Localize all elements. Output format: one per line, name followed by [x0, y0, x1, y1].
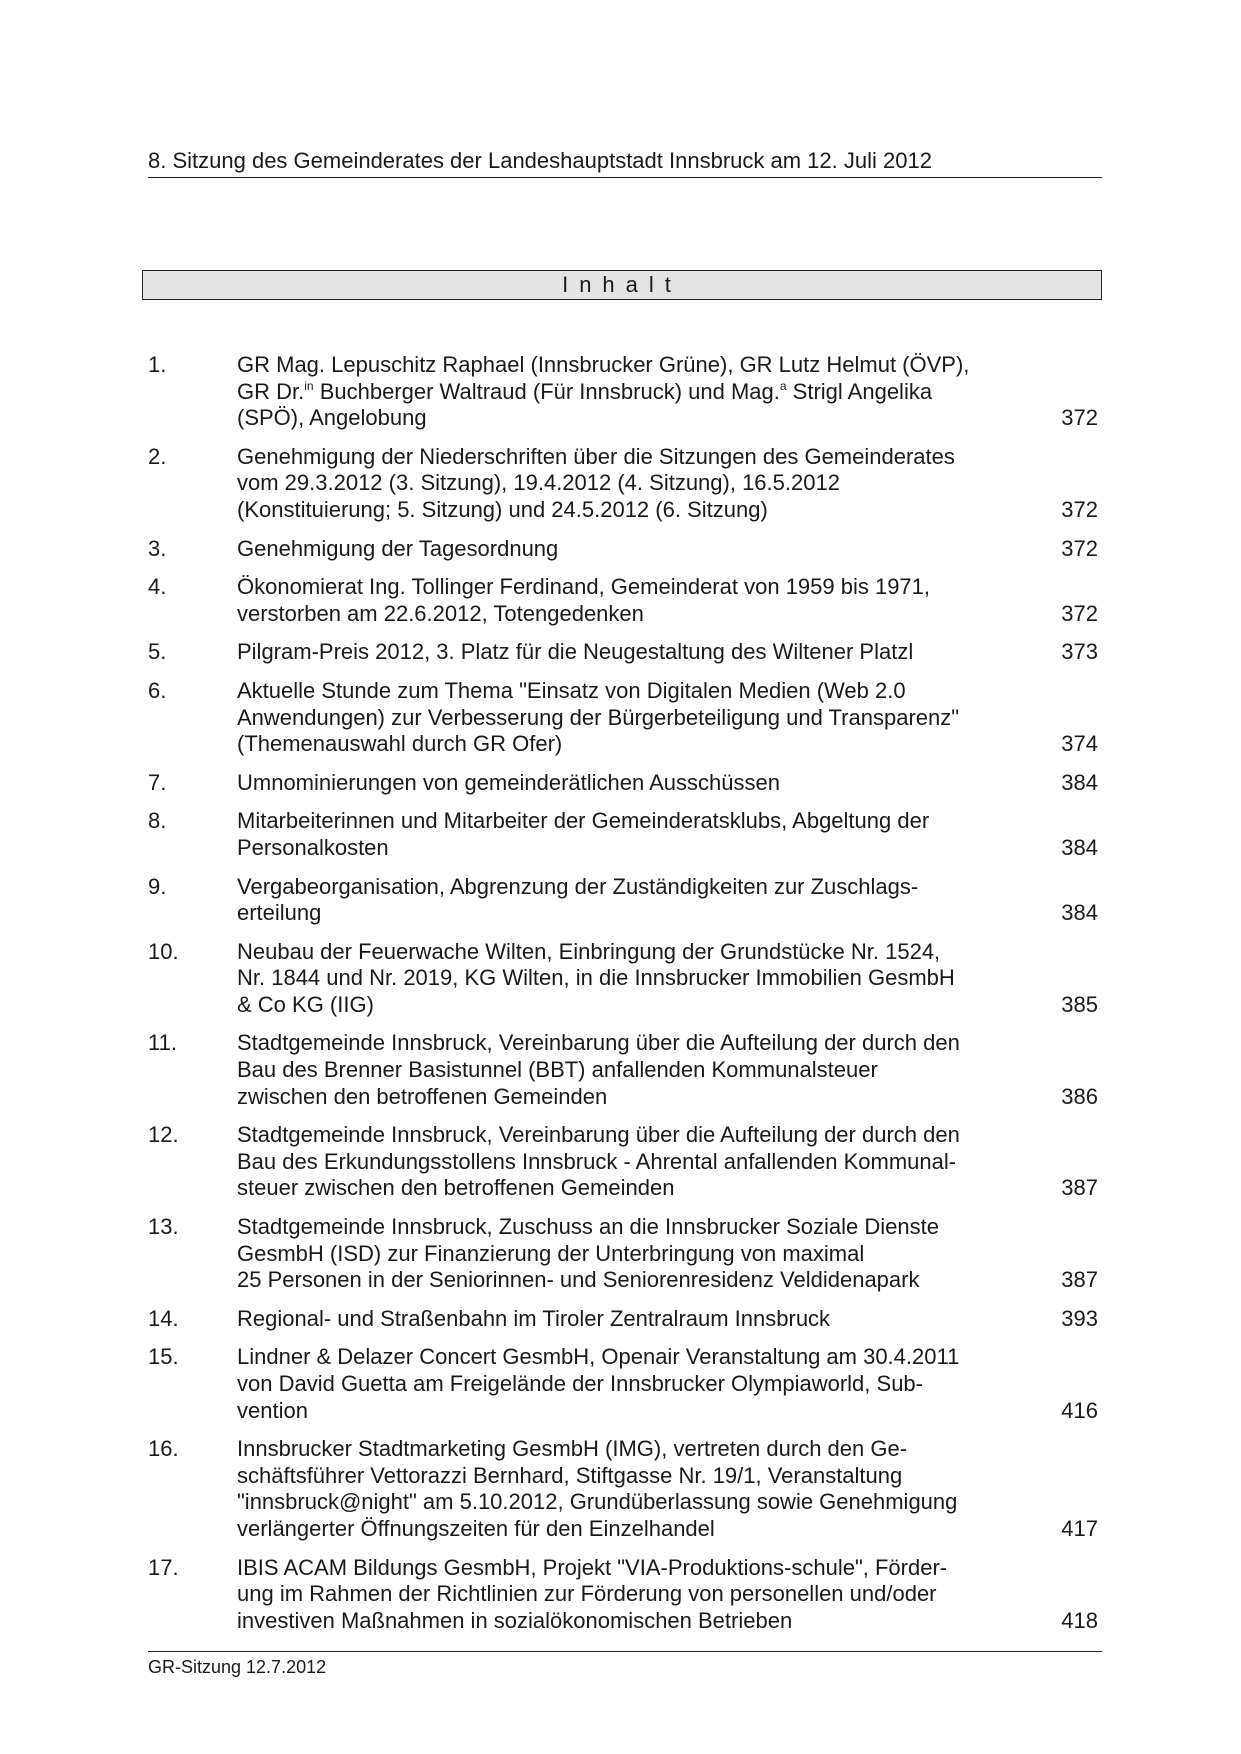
toc-entry-title [237, 1555, 997, 1635]
toc-entry-line [237, 1489, 997, 1516]
toc-entry-text: Umnominierungen von gemeinderätlichen Ausschüssen [237, 769, 780, 795]
toc-entry-title [237, 808, 997, 861]
toc-entry-text: Bau des Erkundungsstollens Innsbruck - Ahrental anfallenden Kommunal- [237, 1148, 957, 1174]
toc-entry-text: investiven Maßnahmen in sozialökonomischen Betrieben [237, 1607, 793, 1633]
toc-entry [148, 352, 1102, 432]
toc-entry-title [237, 1344, 997, 1424]
toc-entry [148, 808, 1102, 861]
toc-entry-text: GR Mag. Lepuschitz Raphael (Innsbrucker Grüne), GR Lutz Helmut (ÖVP), [237, 352, 970, 377]
toc-entry [148, 574, 1102, 627]
toc-heading: Inhalt [142, 270, 1102, 300]
toc-entry [148, 1214, 1102, 1294]
toc-entry-line [237, 808, 997, 835]
toc-entry-text: Bau des Brenner Basistunnel (BBT) anfallenden Kommunalsteuer [237, 1057, 878, 1083]
toc-entry [148, 1122, 1102, 1202]
toc-entry-line [237, 965, 997, 992]
toc-entry-line [237, 1030, 997, 1057]
toc-entry-number: 2. [148, 443, 167, 469]
toc-entry-text: Buchberger Waltraud (Für Innsbruck) und Mag. [313, 378, 780, 404]
toc-entry-line [237, 497, 997, 524]
toc-entry-page-number: 384 [1061, 769, 1098, 795]
toc-entry-page-number: 373 [1061, 639, 1098, 665]
toc-entry-line [237, 1267, 997, 1294]
toc-entry-text: von David Guetta am Freigelände der Innsbrucker Olympiaworld, Sub- [237, 1371, 923, 1396]
toc-entry-text: schäftsführer Vettorazzi Bernhard, Stiftgasse Nr. 19/1, Veranstaltung [237, 1462, 903, 1488]
toc-entry-line [237, 470, 997, 497]
toc-entry-text: zwischen den betroffenen Gemeinden [237, 1083, 608, 1109]
toc-entry-text: Neubau der Feuerwache Wilten, Einbringung der Grundstücke Nr. 1524, [237, 938, 941, 964]
toc-entry-text: Nr. 1844 und Nr. 2019, KG Wilten, in die Innsbrucker Immobilien GesmbH [237, 965, 955, 991]
toc-entry-line [237, 900, 997, 927]
toc-entry-number: 14. [148, 1305, 179, 1331]
toc-entry-title [237, 1214, 997, 1294]
toc-entry [148, 770, 1102, 797]
page-header: 8. Sitzung des Gemeinderates der Landeshauptstadt Innsbruck am 12. Juli 2012 [148, 148, 1102, 178]
toc-entry-page-number: 374 [1061, 731, 1098, 757]
toc-entry-title [237, 1436, 997, 1542]
toc-entry-number: 16. [148, 1436, 179, 1462]
toc-entry-text: IBIS ACAM Bildungs GesmbH, Projekt "VIA-Produktions-schule", Förder- [237, 1554, 948, 1580]
toc-entry-line [237, 939, 997, 966]
toc-entry-text: Stadtgemeinde Innsbruck, Vereinbarung über die Aufteilung der durch den [237, 1122, 960, 1148]
toc-entry-line [237, 1149, 997, 1176]
toc-entry-title [237, 639, 997, 666]
toc-entry-number: 3. [148, 535, 167, 561]
toc-entry-text: verstorben am 22.6.2012, Totengedenken [237, 600, 644, 626]
toc-entry [148, 939, 1102, 1019]
toc-entry-number: 17. [148, 1554, 179, 1580]
toc-entry-text: Genehmigung der Niederschriften über die Sitzungen des Gemeinderates [237, 443, 955, 469]
toc-entry [148, 1436, 1102, 1542]
toc-entry-text: vom 29.3.2012 (3. Sitzung), 19.4.2012 (4. Sitzung), 16.5.2012 [237, 470, 840, 496]
toc-entry-number: 9. [148, 873, 167, 899]
toc-entry-line [237, 1608, 997, 1635]
toc-entry-line [237, 705, 997, 732]
toc-entry-number: 13. [148, 1214, 179, 1240]
toc-entry-line [237, 536, 997, 563]
toc-entry-number: 10. [148, 938, 179, 964]
toc-entry-page-number: 372 [1061, 405, 1098, 431]
toc-entry-page-number: 387 [1061, 1175, 1098, 1201]
toc-entry-page-number: 417 [1061, 1515, 1098, 1541]
toc-entry-line [237, 1371, 997, 1398]
toc-entry-page-number: 372 [1061, 496, 1098, 522]
toc-entry-number: 1. [148, 352, 167, 377]
toc-entry-text: ung im Rahmen der Richtlinien zur Förderung von personellen und/oder [237, 1581, 937, 1607]
toc-entry-number: 11. [148, 1030, 177, 1056]
toc-entry-line [237, 992, 997, 1019]
toc-entry-text: GR Dr. [237, 378, 305, 404]
toc-entry-title [237, 536, 997, 563]
toc-entry-line [237, 574, 997, 601]
toc-list [148, 352, 1102, 1646]
toc-entry-line [237, 1398, 997, 1425]
toc-entry-line [237, 678, 997, 705]
toc-entry-text: Stadtgemeinde Innsbruck, Vereinbarung über die Aufteilung der durch den [237, 1030, 960, 1056]
toc-entry-number: 7. [148, 769, 167, 795]
toc-entry-text: (SPÖ), Angelobung [237, 405, 427, 431]
toc-entry-page-number: 393 [1061, 1305, 1098, 1331]
toc-entry-text: vention [237, 1397, 308, 1423]
toc-entry-page-number: 372 [1061, 535, 1098, 561]
toc-entry-line [237, 770, 997, 797]
toc-entry [148, 1030, 1102, 1110]
page-footer: GR-Sitzung 12.7.2012 [148, 1651, 1102, 1678]
toc-entry-line [237, 1214, 997, 1241]
toc-entry-text: (Konstituierung; 5. Sitzung) und 24.5.2012 (6. Sitzung) [237, 496, 768, 522]
toc-entry [148, 444, 1102, 524]
toc-entry-page-number: 418 [1061, 1607, 1098, 1633]
toc-entry-text: Personalkosten [237, 834, 389, 860]
toc-entry-page-number: 387 [1061, 1267, 1098, 1293]
superscript-text: a [779, 378, 787, 393]
toc-entry-title [237, 770, 997, 797]
toc-entry-page-number: 384 [1061, 900, 1098, 926]
superscript-text: in [304, 378, 314, 393]
toc-entry-title [237, 574, 997, 627]
toc-entry-line [237, 1122, 997, 1149]
toc-entry-text: Pilgram-Preis 2012, 3. Platz für die Neugestaltung des Wiltener Platzl [237, 639, 914, 665]
toc-entry-text: Lindner & Delazer Concert GesmbH, Openair Veranstaltung am 30.4.2011 [237, 1344, 960, 1370]
toc-entry-number: 5. [148, 639, 167, 665]
toc-entry-text: (Themenauswahl durch GR Ofer) [237, 731, 563, 757]
toc-entry-page-number: 386 [1061, 1083, 1098, 1109]
toc-entry-title [237, 1030, 997, 1110]
toc-entry-text: Ökonomierat Ing. Tollinger Ferdinand, Gemeinderat von 1959 bis 1971, [237, 574, 931, 600]
toc-entry-line [237, 444, 997, 471]
toc-entry [148, 678, 1102, 758]
toc-entry-line [237, 1516, 997, 1543]
toc-entry-text: & Co KG (IIG) [237, 991, 374, 1017]
toc-entry-page-number: 385 [1061, 991, 1098, 1017]
toc-entry [148, 536, 1102, 563]
toc-entry-title [237, 352, 997, 432]
toc-entry-text: Vergabeorganisation, Abgrenzung der Zuständigkeiten zur Zuschlags- [237, 873, 919, 899]
toc-entry-line [237, 1084, 997, 1111]
toc-entry-text: Aktuelle Stunde zum Thema "Einsatz von Digitalen Medien (Web 2.0 [237, 677, 906, 703]
toc-entry [148, 639, 1102, 666]
toc-entry-text: Stadtgemeinde Innsbruck, Zuschuss an die Innsbrucker Soziale Dienste [237, 1214, 939, 1240]
toc-entry-text: erteilung [237, 900, 322, 926]
toc-entry-page-number: 384 [1061, 834, 1098, 860]
toc-entry-line [237, 639, 997, 666]
toc-entry-text: GesmbH (ISD) zur Finanzierung der Unterbringung von maximal [237, 1240, 865, 1266]
toc-entry-line [237, 874, 997, 901]
toc-entry-text: Innsbrucker Stadtmarketing GesmbH (IMG), vertreten durch den Ge- [237, 1436, 908, 1462]
toc-entry-text: "innsbruck@night" am 5.10.2012, Grundüberlassung sowie Genehmigung [237, 1489, 958, 1515]
toc-entry-line [237, 405, 997, 432]
toc-entry-line [237, 1436, 997, 1463]
toc-entry-text: verlängerter Öffnungszeiten für den Einzelhandel [237, 1515, 715, 1541]
toc-entry [148, 874, 1102, 927]
toc-entry-page-number: 416 [1061, 1397, 1098, 1423]
toc-entry-line [237, 601, 997, 628]
toc-entry-line [237, 1057, 997, 1084]
toc-entry-text: Regional- und Straßenbahn im Tiroler Zentralraum Innsbruck [237, 1305, 831, 1331]
toc-entry-line [237, 835, 997, 862]
toc-entry-line [237, 379, 997, 406]
toc-entry-title [237, 444, 997, 524]
toc-entry-title [237, 939, 997, 1019]
toc-entry-text: Mitarbeiterinnen und Mitarbeiter der Gemeinderatsklubs, Abgeltung der [237, 808, 930, 834]
toc-entry-text: steuer zwischen den betroffenen Gemeinden [237, 1175, 675, 1201]
toc-entry-text: Anwendungen) zur Verbesserung der Bürgerbeteiligung und Transparenz" [237, 704, 960, 730]
toc-entry-page-number: 372 [1061, 600, 1098, 626]
toc-entry-number: 4. [148, 574, 167, 600]
toc-entry-number: 8. [148, 808, 167, 834]
toc-entry-title [237, 1122, 997, 1202]
toc-entry-line [237, 1241, 997, 1268]
toc-entry-number: 15. [148, 1344, 179, 1370]
toc-entry-line [237, 731, 997, 758]
toc-entry [148, 1555, 1102, 1635]
toc-entry-line [237, 1175, 997, 1202]
toc-entry-line [237, 1555, 997, 1582]
toc-entry-line [237, 1344, 997, 1371]
toc-entry-text: 25 Personen in der Seniorinnen- und Seniorenresidenz Veldidenapark [237, 1267, 920, 1293]
toc-entry-line [237, 352, 997, 379]
toc-entry-line [237, 1463, 997, 1490]
toc-entry [148, 1344, 1102, 1424]
toc-entry-text: Strigl Angelika [786, 378, 933, 404]
toc-entry-title [237, 678, 997, 758]
toc-entry-text: Genehmigung der Tagesordnung [237, 535, 559, 561]
toc-entry [148, 1306, 1102, 1333]
toc-entry-title [237, 1306, 997, 1333]
toc-entry-title [237, 874, 997, 927]
toc-entry-number: 6. [148, 677, 167, 703]
toc-entry-line [237, 1306, 997, 1333]
toc-entry-line [237, 1581, 997, 1608]
toc-entry-number: 12. [148, 1122, 179, 1148]
